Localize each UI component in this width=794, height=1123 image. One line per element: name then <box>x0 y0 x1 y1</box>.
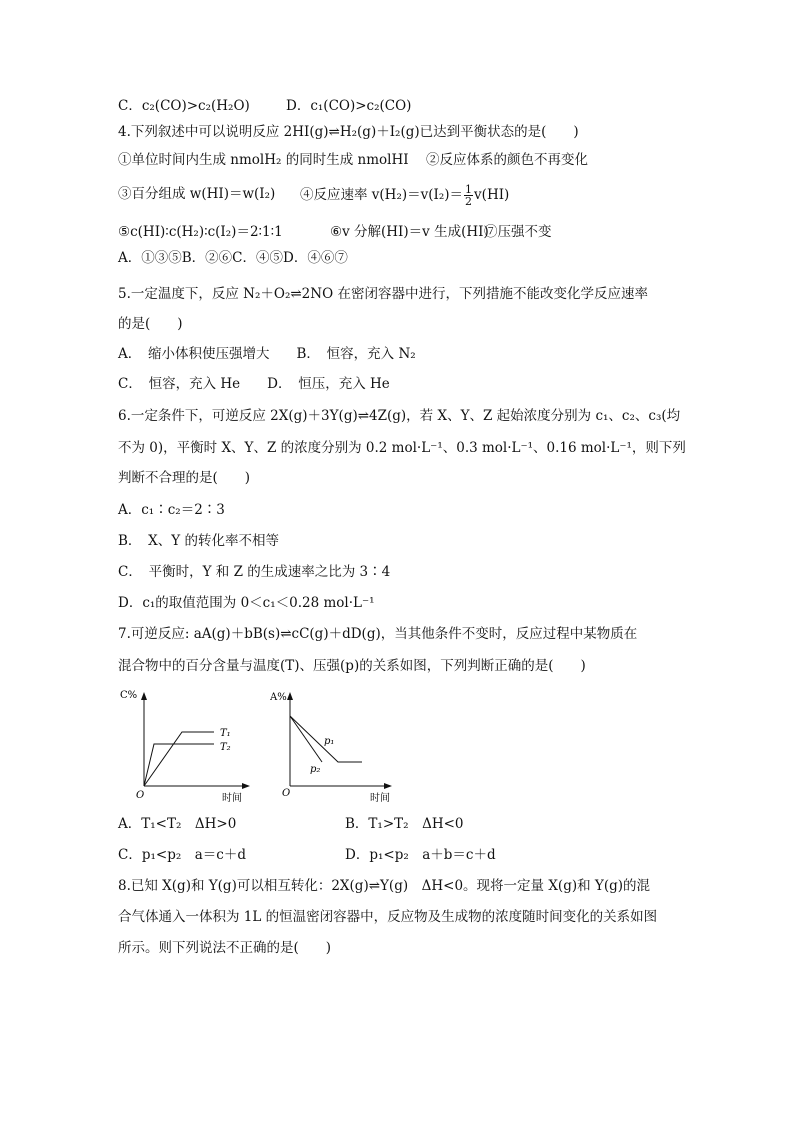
q7-option-b: B．T₁>T₂ ΔH<0 <box>345 816 464 832</box>
pressure-graph <box>270 686 400 808</box>
q4-item-2: ②反应体系的颜色不再变化 <box>426 152 588 168</box>
graph2-origin: O <box>282 788 291 799</box>
q4-item-4-text: ④反应速率 v(H₂)＝v(I₂)＝ <box>300 187 464 203</box>
q6-stem-line-1: 6.一定条件下，可逆反应 2X(g)＋3Y(g)⇌4Z(g)，若 X、Y、Z 起始浓度分别为 c₁、c₂、c₃(均 <box>118 408 681 424</box>
q4-item-7: ⑦压强不变 <box>484 224 552 240</box>
q7-option-a: A．T₁<T₂ ΔH>0 <box>118 816 237 832</box>
q7-stem-line-1: 7.可逆反应: aA(g)＋bB(s)⇌cC(g)＋dD(g)，当其他条件不变时，反应过程中某物质在 <box>118 626 638 642</box>
q7-option-c: C．p₁<p₂ a＝c＋d <box>118 847 246 863</box>
graph1-curve-t2 <box>144 744 214 786</box>
graph1-label-t1: T₁ <box>220 728 231 739</box>
q5-options-ab: A． 缩小体积使压强增大 B． 恒容，充入 N₂ <box>118 346 416 362</box>
q8-stem-line-2: 合气体通入一体积为 1L 的恒温密闭容器中，反应物及生成物的浓度随时间变化的关系如图 <box>118 909 658 925</box>
q4-item-4-tail: v(HI) <box>474 187 510 203</box>
q3-option-d: D．c₁(CO)>c₂(CO) <box>286 98 412 114</box>
q4-stem: 4.下列叙述中可以说明反应 2HI(g)⇌H₂(g)＋I₂(g)已达到平衡状态的是( ) <box>118 124 579 140</box>
q7-option-d: D．p₁<p₂ a＋b＝c＋d <box>345 847 496 863</box>
q4-item-6: ⑥v 分解(HI)＝v 生成(HI) <box>330 224 489 240</box>
graph1-origin: O <box>136 790 145 801</box>
q4-item-5: ⑤c(HI)∶c(H₂)∶c(I₂)＝2∶1∶1 <box>118 224 283 240</box>
q4-item-3: ③百分组成 w(HI)＝w(I₂) <box>118 186 276 202</box>
half-fraction: $\frac{1}{2}$ <box>465 183 473 208</box>
q5-options-cd: C． 恒容，充入 He D． 恒压，充入 He <box>118 376 390 392</box>
graph1-ylabel: C% <box>120 690 138 701</box>
q3-option-c: C．c₂(CO)>c₂(H₂O) <box>118 98 250 114</box>
q4-options: A．①③⑤B．②⑥C．④⑤D．④⑥⑦ <box>118 250 348 266</box>
graph2-x-arrow <box>384 783 392 789</box>
q5-stem-line-1: 5.一定温度下，反应 N₂＋O₂⇌2NO 在密闭容器中进行，下列措施不能改变化学反应速率 <box>118 286 648 302</box>
graph2-xlabel: 时间 <box>370 793 390 804</box>
temperature-graph <box>118 686 258 808</box>
q5-stem-line-2: 的是( ) <box>118 316 183 332</box>
graph2-y-arrow <box>287 692 293 700</box>
graph2-curve-p2 <box>290 716 322 762</box>
q6-option-d: D．c₁的取值范围为 0＜c₁＜0.28 mol·L⁻¹ <box>118 595 375 611</box>
q7-stem-line-2: 混合物中的百分含量与温度(T)、压强(p)的关系如图，下列判断正确的是( ) <box>118 658 586 674</box>
graph1-curve-t1 <box>144 732 214 786</box>
graph1-x-arrow <box>242 783 250 789</box>
q4-item-4 <box>300 184 509 207</box>
q6-stem-line-2: 不为 0)，平衡时 X、Y、Z 的浓度分别为 0.2 mol·L⁻¹、0.3 mol·L⁻¹、0.16 mol·L⁻¹，则下列 <box>118 440 686 456</box>
graph2-ylabel: A% <box>270 692 287 703</box>
q8-stem-line-1: 8.已知 X(g)和 Y(g)可以相互转化：2X(g)⇌Y(g) ΔH<0。现将一定量 X(g)和 Y(g)的混 <box>118 878 650 894</box>
graph2-label-p2: p₂ <box>310 764 321 775</box>
q6-stem-line-3: 判断不合理的是( ) <box>118 470 251 486</box>
q6-option-a: A．c₁∶c₂＝2∶3 <box>118 502 225 518</box>
graph1-y-arrow <box>141 692 147 700</box>
q6-option-c: C． 平衡时，Y 和 Z 的生成速率之比为 3∶4 <box>118 564 391 580</box>
q8-stem-line-3: 所示。则下列说法不正确的是( ) <box>118 940 332 956</box>
graph2-label-p1: p₁ <box>324 736 335 747</box>
q4-item-1: ①单位时间内生成 nmolH₂ 的同时生成 nmolHI <box>118 152 409 168</box>
q6-option-b: B． X、Y 的转化率不相等 <box>118 533 279 549</box>
graph1-label-t2: T₂ <box>220 742 231 753</box>
graph1-xlabel: 时间 <box>222 793 242 804</box>
